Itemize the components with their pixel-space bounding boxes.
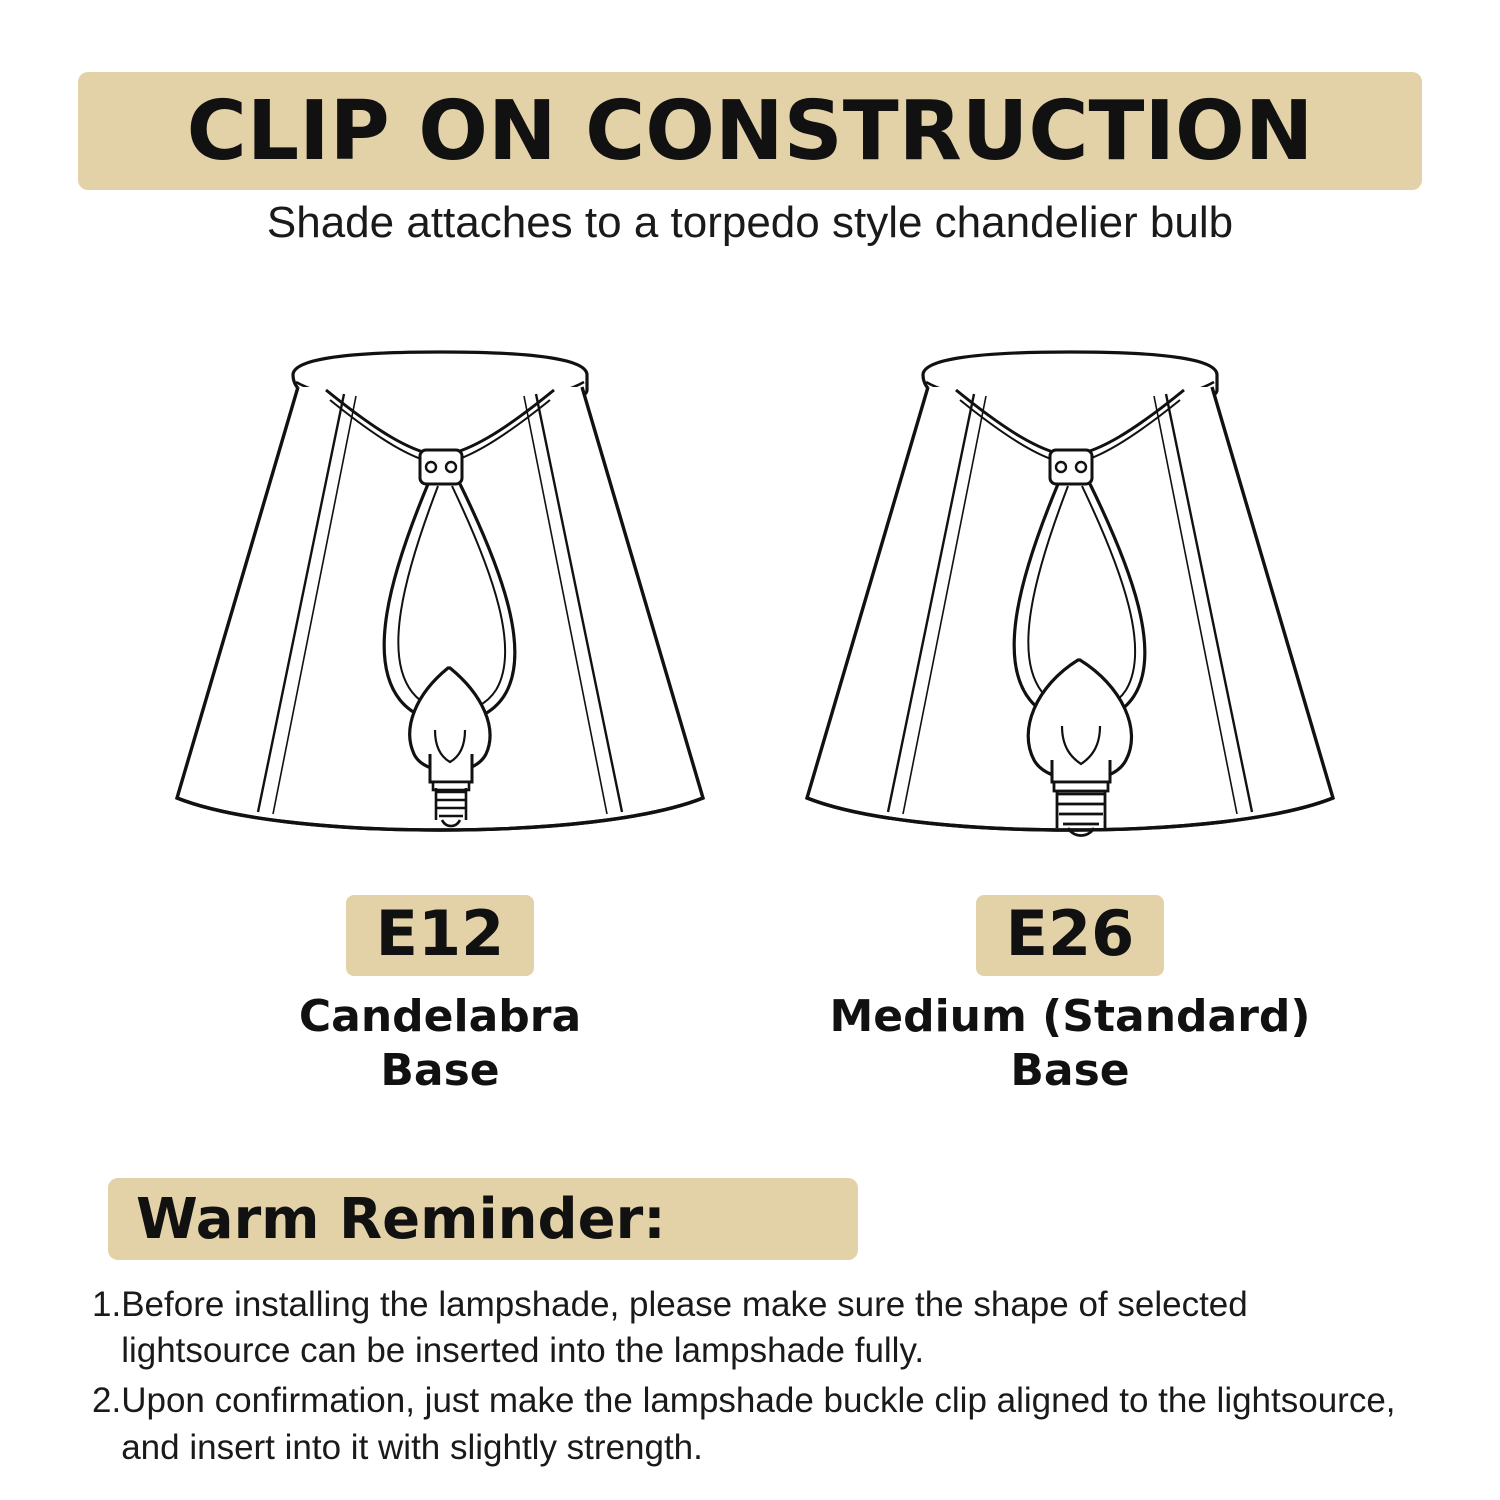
base-name-e26 xyxy=(760,990,1380,1097)
lampshade-candelabra-illustration xyxy=(130,330,750,860)
base-name-e12 xyxy=(130,990,750,1097)
bulb-code-badge-e26: E26 xyxy=(976,895,1165,976)
base-name-e26-line1: Medium (Standard) xyxy=(829,991,1311,1043)
illustrations-row xyxy=(0,330,1500,890)
list-item xyxy=(92,1282,1422,1374)
bulb-code-badge-e12: E12 xyxy=(346,895,535,976)
label-block-e26 xyxy=(760,895,1380,1097)
reminder-list xyxy=(92,1282,1422,1475)
base-name-e26-line2: Base xyxy=(1010,1044,1130,1096)
list-item xyxy=(92,1378,1422,1470)
base-name-e12-line2: Base xyxy=(380,1044,500,1096)
figure-e26 xyxy=(760,330,1380,860)
list-item-text: Before installing the lampshade, please make sure the shape of selected lightsource can be inserted into the lampshade fully. xyxy=(121,1285,1248,1371)
label-block-e12 xyxy=(130,895,750,1097)
list-item-number: 1. xyxy=(92,1285,122,1324)
base-name-e12-line1: Candelabra xyxy=(298,991,582,1043)
list-item-number: 2. xyxy=(92,1381,122,1421)
figure-e12 xyxy=(130,330,750,860)
reminder-title: Warm Reminder: xyxy=(136,1186,666,1252)
page-title: CLIP ON CONSTRUCTION xyxy=(186,83,1314,179)
page-subtitle: Shade attaches to a torpedo style chandelier bulb xyxy=(266,198,1234,247)
list-item-text: Upon confirmation, just make the lampshade buckle clip aligned to the lightsource, and insert into it with slightly strength. xyxy=(121,1381,1396,1467)
lampshade-medium-illustration xyxy=(760,330,1380,860)
